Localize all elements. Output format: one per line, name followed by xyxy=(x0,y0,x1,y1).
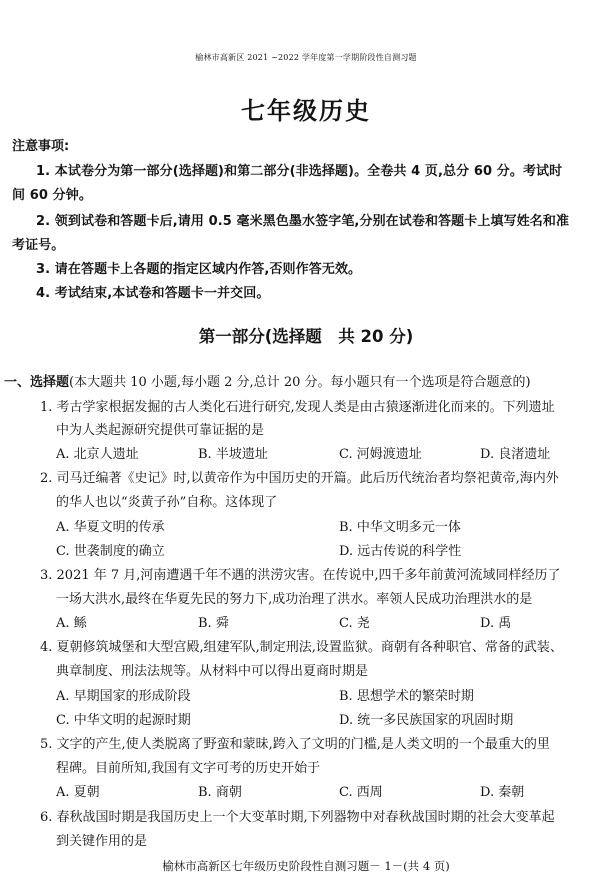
note-line: 间 60 分钟。 xyxy=(12,188,92,203)
part-one-title: 第一部分(选择题 共 20 分) xyxy=(198,327,414,346)
question-3-option-b: B. 舜 xyxy=(198,616,229,631)
question-5-stem-cont: 程碑。目前所知,我国有文字可考的历史开始于 xyxy=(56,761,321,776)
note-line: 2. 领到试卷和答题卡后,请用 0.5 毫米黑色墨水签字笔,分别在试卷和答题卡上填写姓名和准 xyxy=(36,214,570,229)
question-3-option-d: D. 禹 xyxy=(480,616,512,631)
question-2-option-a: A. 华夏文明的传承 xyxy=(56,520,165,535)
question-5-option-a: A. 夏朝 xyxy=(56,785,100,800)
note-line: 4. 考试结束,本试卷和答题卡一并交回。 xyxy=(36,286,270,301)
question-4-stem: 4. 夏朝修筑城堡和大型宫殿,组建军队,制定刑法,设置监狱。商朝有各种职官、常备的武装、 xyxy=(40,640,563,655)
exam-subject: 七年级历史 xyxy=(241,97,371,125)
question-6-stem-cont: 到关键作用的是 xyxy=(56,834,148,849)
question-5-option-d: D. 秦朝 xyxy=(480,785,525,800)
question-6-stem: 6. 春秋战国时期是我国历史上一个大变革时期,下列器物中对春秋战国时期的社会大变革起 xyxy=(40,810,555,825)
question-5-option-b: B. 商朝 xyxy=(198,785,242,800)
question-1-option-c: C. 河姆渡遗址 xyxy=(339,447,422,462)
question-2-option-d: D. 远古传说的科学性 xyxy=(339,544,462,559)
question-1-option-b: B. 半坡遗址 xyxy=(198,447,268,462)
question-4-option-d: D. 统一多民族国家的巩固时期 xyxy=(339,713,514,728)
note-line: 1. 本试卷分为第一部分(选择题)和第二部分(非选择题)。全卷共 4 页,总分 60 分。考试时 xyxy=(36,164,563,179)
question-2-stem: 2. 司马迁编著《史记》时,以黄帝作为中国历史的开篇。此后历代统治者均祭祀黄帝,海内外 xyxy=(40,471,559,486)
question-5-option-c: C. 西周 xyxy=(339,785,383,800)
note-line: 考证号。 xyxy=(12,238,65,253)
question-4-option-a: A. 早期国家的形成阶段 xyxy=(56,689,191,704)
question-4-option-c: C. 中华文明的起源时期 xyxy=(56,713,191,728)
page-footer: 榆林市高新区七年级历史阶段性自测习题－ 1－(共 4 页) xyxy=(162,859,450,873)
section-label: 一、选择题 xyxy=(4,375,70,390)
note-line: 3. 请在答题卡上各题的指定区域内作答,否则作答无效。 xyxy=(36,262,362,277)
question-3-option-c: C. 尧 xyxy=(339,616,370,631)
question-5-stem: 5. 文字的产生,使人类脱离了野蛮和蒙昧,跨入了文明的门槛,是人类文明的一个最重大的里 xyxy=(40,737,550,752)
question-1-option-d: D. 良渚遗址 xyxy=(480,447,551,462)
question-3-option-a: A. 鲧 xyxy=(56,616,87,631)
question-4-stem-cont: 典章制度、刑法法规等。从材料中可以得出夏商时期是 xyxy=(56,664,369,679)
question-1-option-a: A. 北京人遗址 xyxy=(56,447,139,462)
question-2-option-c: C. 世袭制度的确立 xyxy=(56,544,165,559)
section-instruction: (本大题共 10 小题,每小题 2 分,总计 20 分。每小题只有一个选项是符合题意的) xyxy=(69,375,531,390)
question-2-stem-cont: 的华人也以“炎黄子孙”自称。这体现了 xyxy=(56,495,278,510)
question-2-option-b: B. 中华文明多元一体 xyxy=(339,520,461,535)
question-4-option-b: B. 思想学术的繁荣时期 xyxy=(339,689,474,704)
question-3-stem: 3. 2021 年 7 月,河南遭遇千年不遇的洪涝灾害。在传说中,四千多年前黄河流域同样经历了 xyxy=(40,568,561,583)
section-header xyxy=(4,371,531,390)
question-3-stem-cont: 一场大洪水,最终在华夏先民的努力下,成功治理了洪水。率领人民成功治理洪水的是 xyxy=(56,592,533,607)
exam-title: 榆林市高新区 2021 ~2022 学年度第一学期阶段性自测习题 xyxy=(195,53,417,62)
notes-title: 注意事项: xyxy=(12,139,70,154)
question-1-stem: 1. 考古学家根据发掘的古人类化石进行研究,发现人类是由古猿逐渐进化而来的。下列遗址 xyxy=(40,400,555,415)
question-1-stem-cont: 中为人类起源研究提供可靠证据的是 xyxy=(56,423,265,438)
